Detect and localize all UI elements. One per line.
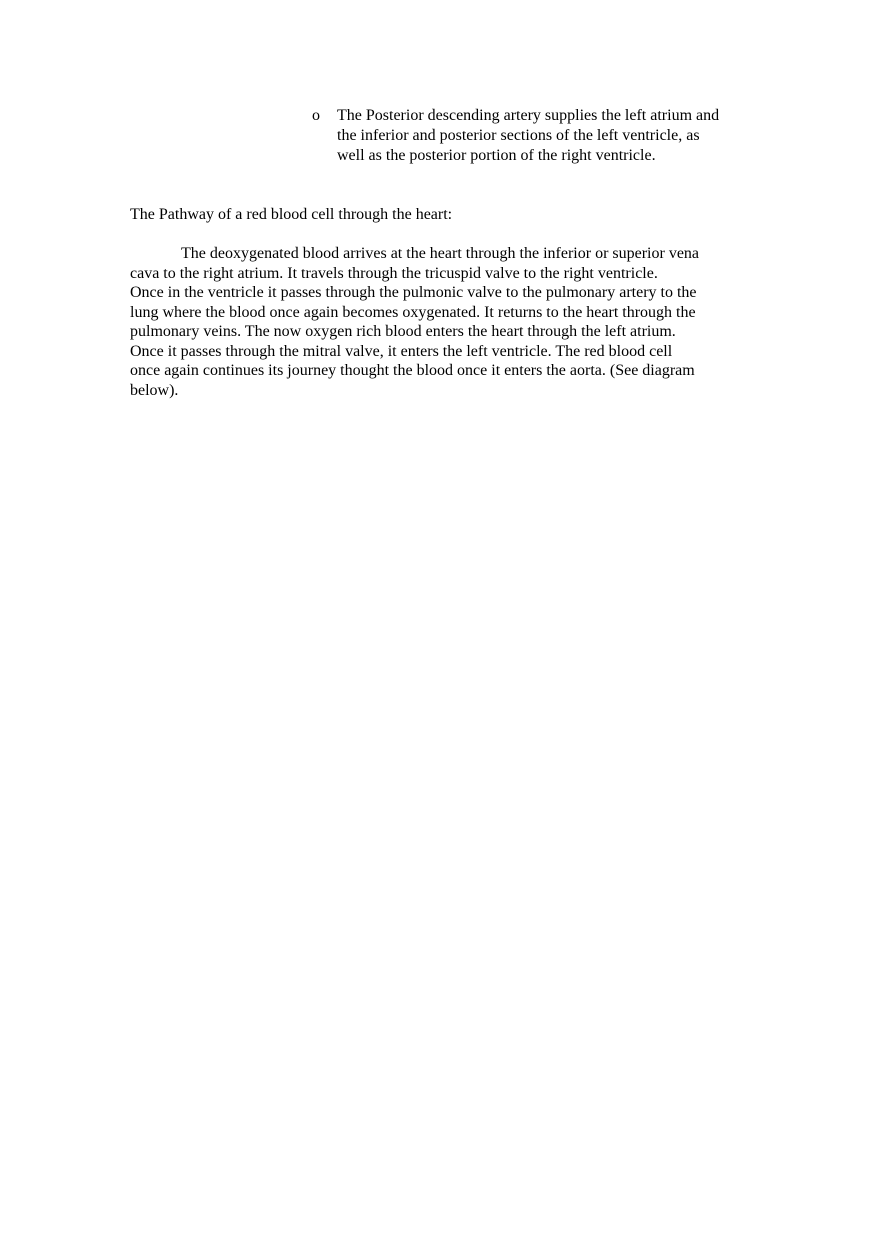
bullet-line: well as the posterior portion of the right ventricle.	[337, 147, 656, 164]
paragraph-line: Once in the ventricle it passes through the pulmonic valve to the pulmonary artery to the	[130, 284, 697, 301]
bullet-line: the inferior and posterior sections of the left ventricle, as	[337, 127, 700, 144]
section-heading: The Pathway of a red blood cell through the heart:	[130, 206, 453, 223]
body-paragraph	[130, 244, 750, 400]
bullet-line: The Posterior descending artery supplies the left atrium and	[337, 107, 720, 124]
paragraph-line: cava to the right atrium. It travels through the tricuspid valve to the right ventricle.	[130, 264, 658, 282]
paragraph-line: pulmonary veins. The now oxygen rich blood enters the heart through the left atrium.	[130, 323, 676, 340]
paragraph-line: Once it passes through the mitral valve, it enters the left ventricle. The red blood cell	[130, 342, 673, 360]
bullet-marker: o	[312, 107, 320, 124]
paragraph-line: lung where the blood once again becomes oxygenated. It returns to the heart through the	[130, 303, 696, 321]
paragraph-line: below).	[130, 381, 179, 399]
paragraph-line: once again continues its journey thought the blood once it enters the aorta. (See diagram	[130, 362, 695, 379]
bullet-text	[337, 106, 762, 166]
paragraph-line: The deoxygenated blood arrives at the heart through the inferior or superior vena	[181, 245, 700, 262]
